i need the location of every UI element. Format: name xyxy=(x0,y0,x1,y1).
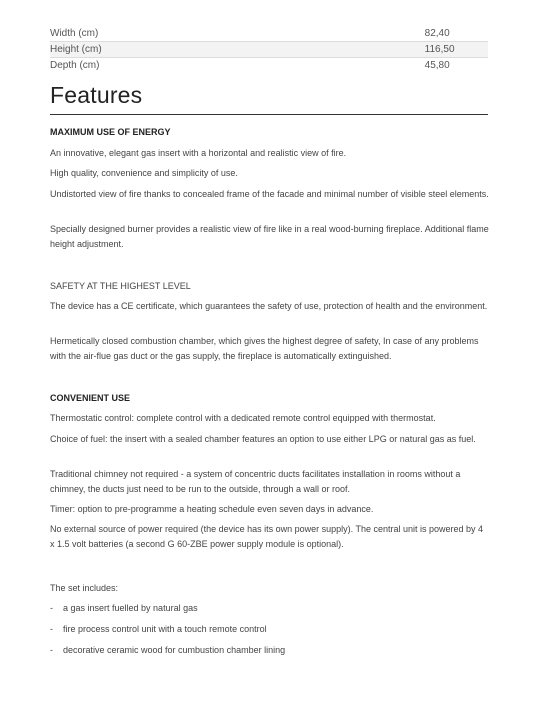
list-dash: - xyxy=(50,624,53,634)
spec-value: 116,50 xyxy=(107,42,488,58)
energy-paragraph xyxy=(50,166,490,181)
list-item xyxy=(50,645,490,656)
energy-paragraph xyxy=(50,222,490,252)
list-item-text: fire process control unit with a touch remote control xyxy=(63,624,267,634)
paragraph-text: Specially designed burner provides a realistic view of fire like in a real wood-burning fireplace. Additional flame height adjustment. xyxy=(50,224,489,249)
spec-label: Depth (cm) xyxy=(50,60,100,71)
paragraph-text: An innovative, elegant gas insert with a horizontal and realistic view of fire. xyxy=(50,148,347,158)
convenient-paragraph xyxy=(50,467,490,497)
energy-paragraph xyxy=(50,146,490,161)
list-item xyxy=(50,624,490,635)
paragraph-text: Traditional chimney not required - a system of concentric ducts facilitates installation in rooms without a chimney, the ducts just need to be run to the outside, through a wall or roof. xyxy=(50,469,461,494)
convenient-paragraph xyxy=(50,522,490,552)
list-item-text: decorative ceramic wood for cumbustion chamber lining xyxy=(63,645,286,655)
spec-table xyxy=(50,26,488,73)
set-includes-title-wrap xyxy=(50,581,490,596)
section-title: SAFETY AT THE HIGHEST LEVEL xyxy=(50,281,191,291)
set-includes-list xyxy=(50,624,490,635)
spec-row-depth xyxy=(50,58,488,74)
paragraph-text: The device has a CE certificate, which guarantees the safety of use, protection of health and the environment. xyxy=(50,301,488,311)
paragraph-text: Choice of fuel: the insert with a sealed chamber features an option to use either LPG or natural gas as fuel. xyxy=(50,434,476,444)
convenient-paragraph xyxy=(50,432,490,447)
convenient-paragraph xyxy=(50,502,490,517)
paragraph-text: No external source of power required (the device has its own power supply). The central unit is powered by 4 x 1.5 volt batteries (a second G 60-ZBE power supply module is optional). xyxy=(50,524,484,549)
paragraph-text: Timer: option to pre-programme a heating schedule even seven days in advance. xyxy=(50,504,374,514)
list-dash: - xyxy=(50,645,53,655)
safety-paragraph xyxy=(50,334,490,364)
paragraph-text: Thermostatic control: complete control with a dedicated remote control equipped with thermostat. xyxy=(50,413,436,423)
spec-value: 45,80 xyxy=(424,60,450,71)
section-safety xyxy=(50,281,490,292)
spec-label: Width (cm) xyxy=(50,28,99,39)
paragraph-text: Undistorted view of fire thanks to concealed frame of the facade and minimal number of visible steel elements. xyxy=(50,189,489,199)
spec-value: 82,40 xyxy=(424,28,450,39)
set-includes-title: The set includes: xyxy=(50,583,119,593)
list-item xyxy=(50,603,490,614)
section-convenient xyxy=(50,393,490,404)
spec-row-width xyxy=(50,26,488,42)
list-item-text: a gas insert fuelled by natural gas xyxy=(63,603,198,613)
spec-label: Height (cm) xyxy=(50,42,107,58)
safety-paragraph xyxy=(50,299,490,314)
section-title: CONVENIENT USE xyxy=(50,393,131,403)
heading-divider xyxy=(50,114,488,115)
set-includes-list xyxy=(50,645,490,656)
paragraph-text: Hermetically closed combustion chamber, which gives the highest degree of safety, In case of any problems with the air-flue gas duct or the gas supply, the fireplace is automatically extinguished. xyxy=(50,336,479,361)
section-title: MAXIMUM USE OF ENERGY xyxy=(50,127,171,137)
energy-paragraph xyxy=(50,187,490,202)
convenient-paragraph xyxy=(50,411,490,426)
features-heading: Features xyxy=(50,82,143,108)
paragraph-text: High quality, convenience and simplicity of use. xyxy=(50,168,238,178)
section-energy xyxy=(50,127,490,138)
set-includes-list xyxy=(50,603,490,614)
spec-row-height xyxy=(50,42,488,58)
list-dash: - xyxy=(50,603,53,613)
